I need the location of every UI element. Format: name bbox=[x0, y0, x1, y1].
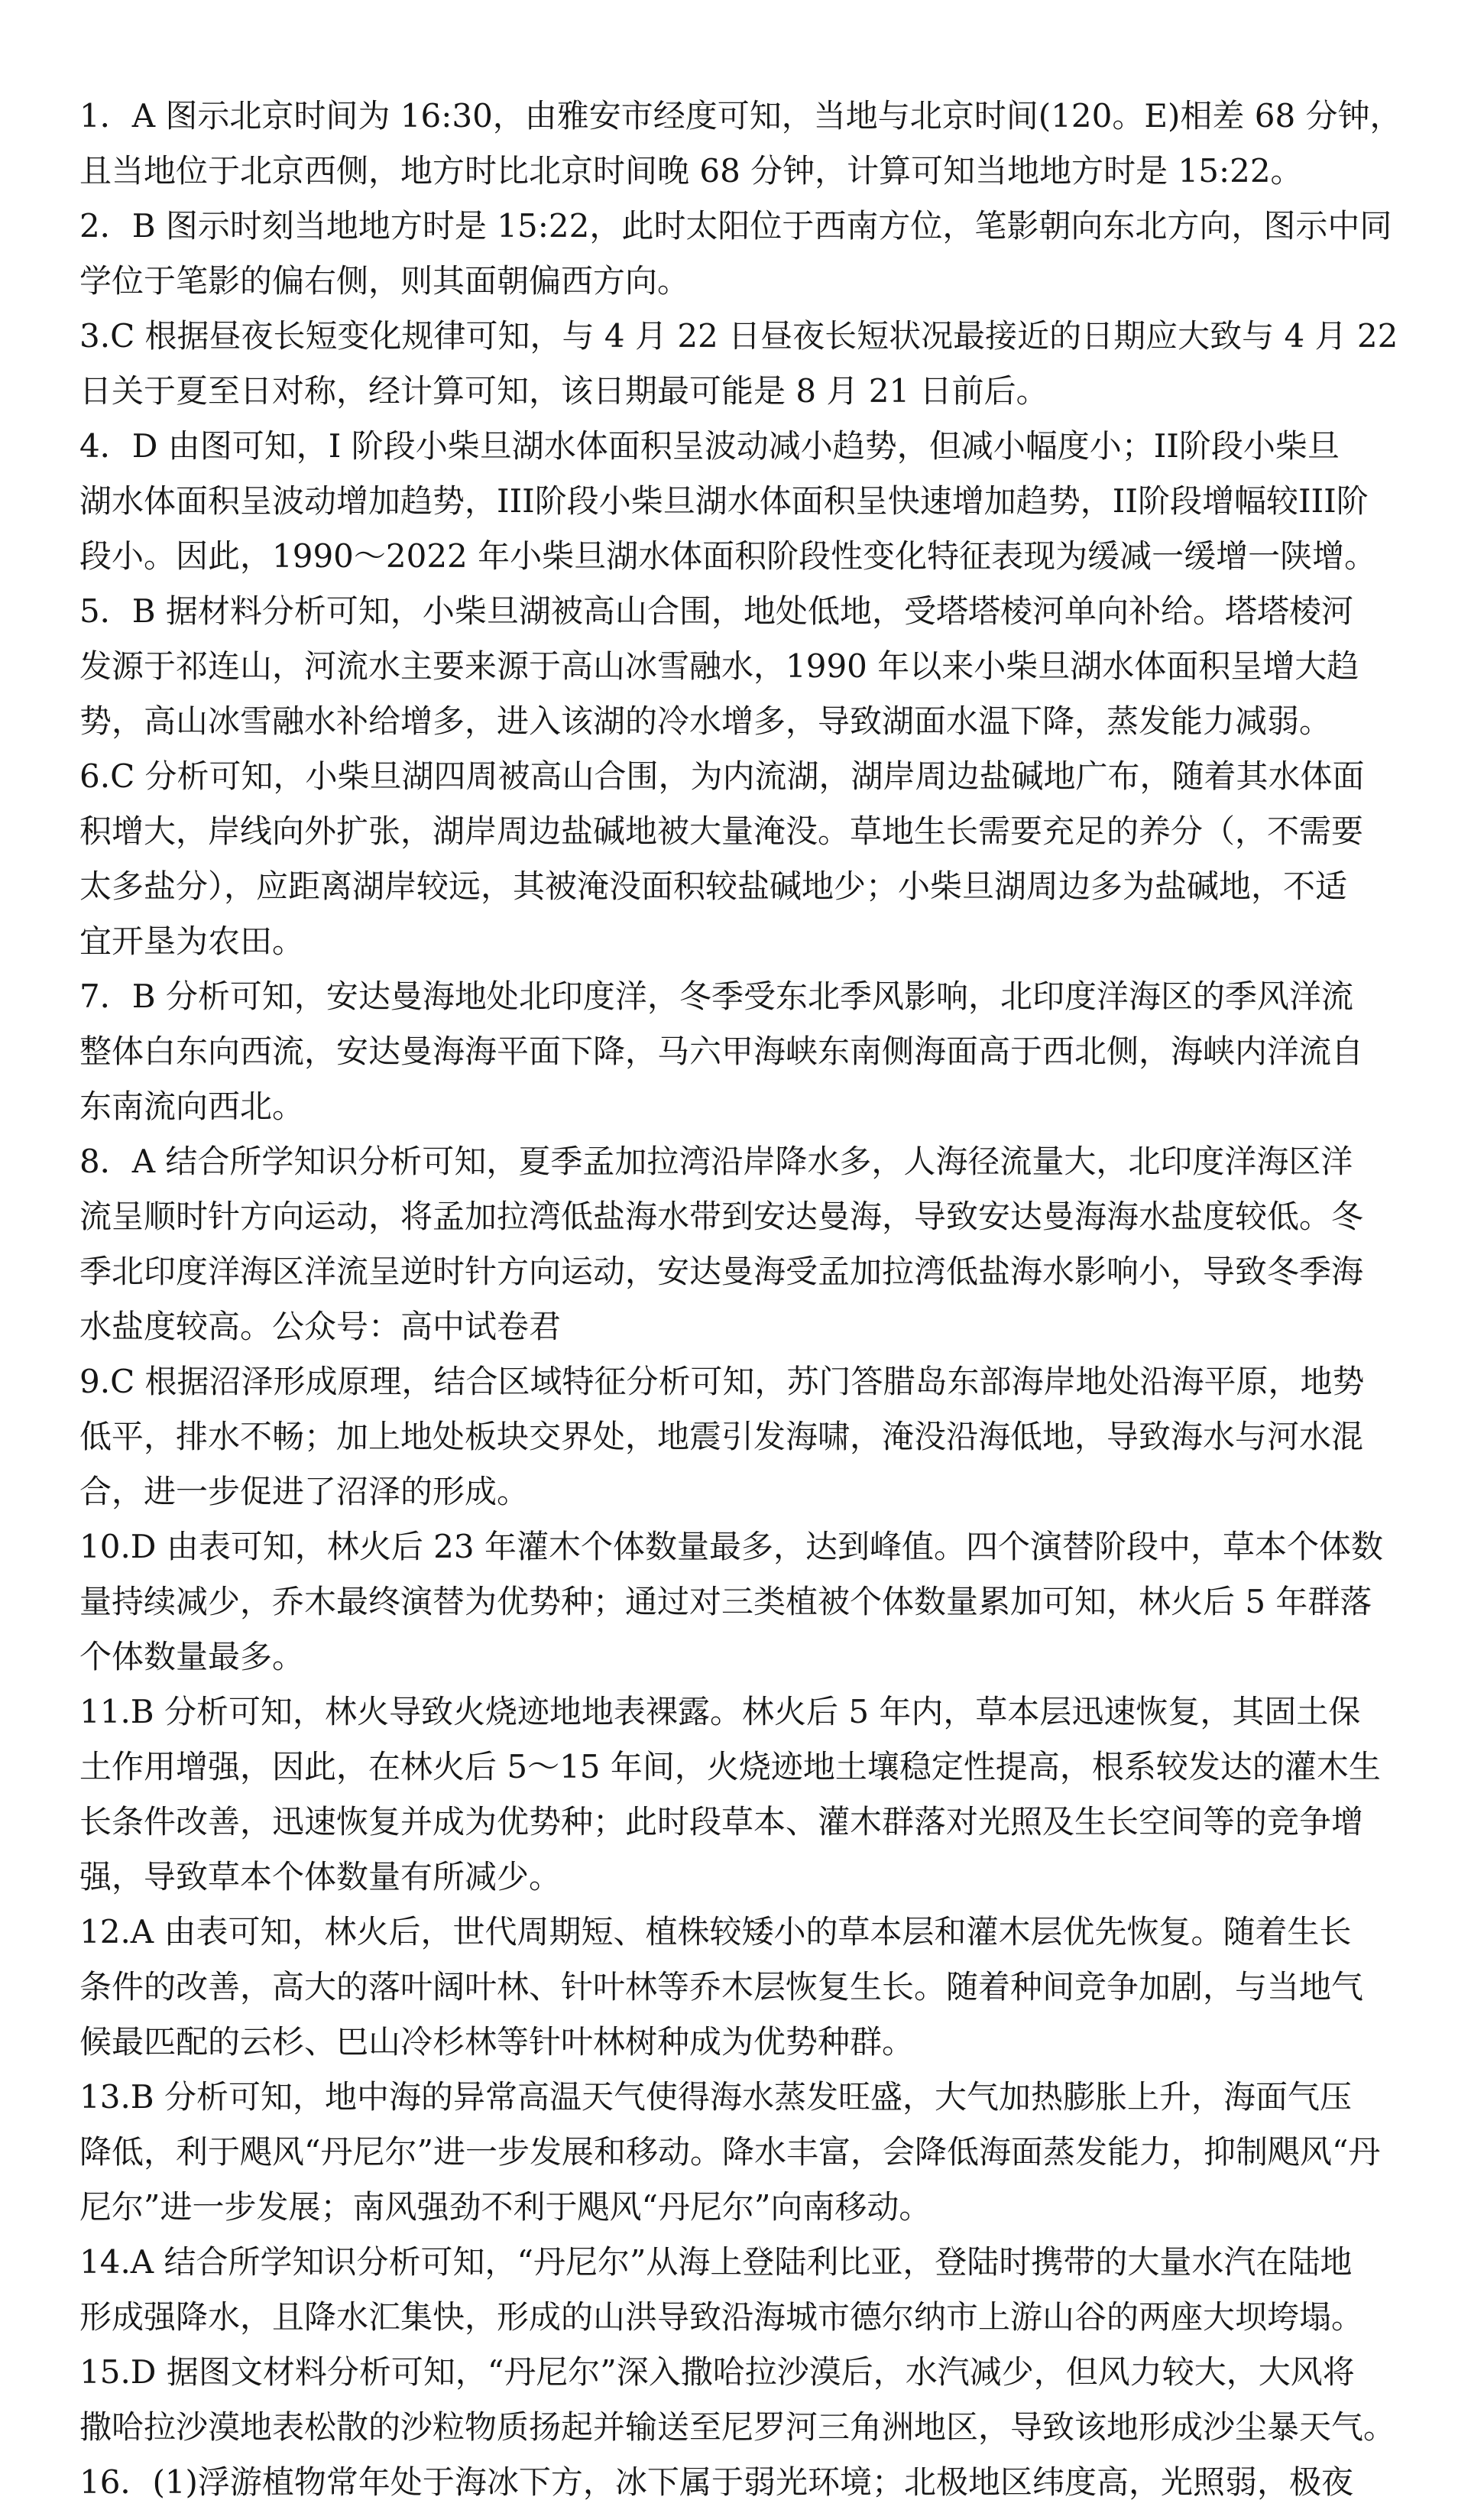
text-line: 太多盐分），应距离湖岸较远，其被淹没面积较盐碱地少；小柴旦湖周边多为盐碱地，不适 bbox=[79, 867, 1348, 905]
text-line: 水盐度较高。公众号：高中试卷君 bbox=[79, 1308, 562, 1345]
text-line: 8．A 结合所学知识分析可知，夏季孟加拉湾沿岸降水多，人海径流量大，北印度洋海区洋 bbox=[79, 1143, 1353, 1180]
text-line: 合，进一步促进了沼泽的形成。 bbox=[79, 1473, 530, 1510]
text-line: 势，高山冰雪融水补给增多，进入该湖的冷水增多，导致湖面水温下降，蒸发能力减弱。 bbox=[79, 702, 1332, 740]
text-line: 学位于笔影的偏右侧，则其面朝偏西方向。 bbox=[79, 262, 690, 300]
text-line: 量持续减少，乔木最终演替为优势种；通过对三类植被个体数量累加可知，林火后 5 年群落 bbox=[79, 1583, 1372, 1620]
text-line: 4．D 由图可知，I 阶段小柴旦湖水体面积呈波动减小趋势，但减小幅度小；II阶段小柴旦 bbox=[79, 427, 1340, 465]
text-line: 2．B 图示时刻当地地方时是 15:22，此时太阳位于西南方位，笔影朝向东北方向，图示中同 bbox=[79, 207, 1392, 245]
text-line: 日关于夏至日对称，经计算可知，该日期最可能是 8 月 21 日前后。 bbox=[79, 372, 1048, 410]
text-line: 12.A 由表可知，林火后，世代周期短、植株较矮小的草本层和灌木层优先恢复。随着生长 bbox=[79, 1913, 1352, 1950]
text-line: 季北印度洋海区洋流呈逆时针方向运动，安达曼海受孟加拉湾低盐海水影响小，导致冬季海 bbox=[79, 1253, 1364, 1290]
text-line: 发源于祁连山，河流水主要来源于高山冰雪融水，1990 年以来小柴旦湖水体面积呈增大趋 bbox=[79, 647, 1359, 685]
text-line: 湖水体面积呈波动增加趋势，III阶段小柴旦湖水体面积呈快速增加趋势，II阶段增幅较III阶 bbox=[79, 482, 1369, 520]
text-line: 降低，利于飓风“丹尼尔”进一步发展和移动。降水丰富，会降低海面蒸发能力，抑制飓风“丹 bbox=[79, 2133, 1381, 2171]
text-line: 强，导致草本个体数量有所减少。 bbox=[79, 1858, 562, 1895]
answer-text-body bbox=[79, 92, 1418, 2513]
text-line: 长条件改善，迅速恢复并成为优势种；此时段草本、灌木群落对光照及生长空间等的竞争增 bbox=[79, 1803, 1364, 1840]
text-line: 低平，排水不畅；加上地处板块交界处，地震引发海啸，淹没沿海低地，导致海水与河水混 bbox=[79, 1418, 1364, 1455]
text-line: 个体数量最多。 bbox=[79, 1638, 305, 1675]
text-line: 形成强降水，且降水汇集快，形成的山洪导致沿海城市德尔纳市上游山谷的两座大坝垮塌。 bbox=[79, 2298, 1364, 2336]
text-line: 11.B 分析可知，林火导致火烧迹地地表裸露。林火后 5 年内，草本层迅速恢复，其固土保 bbox=[79, 1693, 1361, 1730]
text-line: 14.A 结合所学知识分析可知，“丹尼尔”从海上登陆利比亚，登陆时携带的大量水汽在陆地 bbox=[79, 2243, 1353, 2281]
text-line: 6.C 分析可知，小柴旦湖四周被高山合围，为内流湖，湖岸周边盐碱地广布，随着其水体面 bbox=[79, 757, 1365, 795]
text-line: 段小。因此，1990～2022 年小柴旦湖水体面积阶段性变化特征表现为缓减一缓增一陕增。 bbox=[79, 537, 1377, 575]
text-line: 条件的改善，高大的落叶阔叶林、针叶林等乔木层恢复生长。随着种间竞争加剧，与当地气 bbox=[79, 1968, 1364, 2006]
text-line: 15.D 据图文材料分析可知，“丹尼尔”深入撒哈拉沙漠后，水汽减少，但风力较大，大风将 bbox=[79, 2353, 1355, 2391]
text-line: 3.C 根据昼夜长短变化规律可知，与 4 月 22 日昼夜长短状况最接近的日期应大致与 4 月 22 bbox=[79, 317, 1398, 355]
text-line: 7．B 分析可知，安达曼海地处北印度洋，冬季受东北季风影响，北印度洋海区的季风洋流 bbox=[79, 978, 1353, 1015]
text-line: 13.B 分析可知，地中海的异常高温天气使得海水蒸发旺盛，大气加热膨胀上升，海面气压 bbox=[79, 2078, 1353, 2116]
text-line: 9.C 根据沼泽形成原理，结合区域特征分析可知，苏门答腊岛东部海岸地处沿海平原，地势 bbox=[79, 1363, 1365, 1400]
text-line: 尼尔”进一步发展；南风强劲不利于飓风“丹尼尔”向南移动。 bbox=[79, 2188, 932, 2226]
text-line: 10.D 由表可知，林火后 23 年灌木个体数量最多，达到峰值。四个演替阶段中，草本个体数 bbox=[79, 1528, 1383, 1565]
text-line: 宜开垦为农田。 bbox=[79, 923, 305, 960]
text-line: 撒哈拉沙漠地表松散的沙粒物质扬起并输送至尼罗河三角洲地区，导致该地形成沙尘暴天气。 bbox=[79, 2408, 1396, 2446]
text-line: 流呈顺时针方向运动，将孟加拉湾低盐海水带到安达曼海，导致安达曼海海水盐度较低。冬 bbox=[79, 1198, 1364, 1235]
text-line: 16．(1)浮游植物常年处于海冰下方，冰下属于弱光环境；北极地区纬度高，光照弱，极夜 bbox=[79, 2463, 1353, 2501]
text-line: 5．B 据材料分析可知，小柴旦湖被高山合围，地处低地，受塔塔棱河单向补给。塔塔棱河 bbox=[79, 592, 1353, 630]
text-line: 整体白东向西流，安达曼海海平面下降，马六甲海峡东南侧海面高于西北侧，海峡内洋流自 bbox=[79, 1033, 1364, 1070]
text-line: 候最匹配的云杉、巴山冷杉林等针叶林树种成为优势种群。 bbox=[79, 2023, 915, 2061]
text-line: 积增大，岸线向外扩张，湖岸周边盐碱地被大量淹没。草地生长需要充足的养分（，不需要 bbox=[79, 812, 1364, 850]
text-line: 东南流向西北。 bbox=[79, 1088, 305, 1125]
text-line: 1．A 图示北京时间为 16:30，由雅安市经度可知，当地与北京时间(120。E)相差 68 分钟， bbox=[79, 97, 1402, 135]
text-line: 土作用增强，因此，在林火后 5～15 年间，火烧迹地土壤稳定性提高，根系较发达的灌木生 bbox=[79, 1748, 1381, 1785]
text-line: 且当地位于北京西侧，地方时比北京时间晚 68 分钟，计算可知当地地方时是 15:22。 bbox=[79, 152, 1303, 190]
